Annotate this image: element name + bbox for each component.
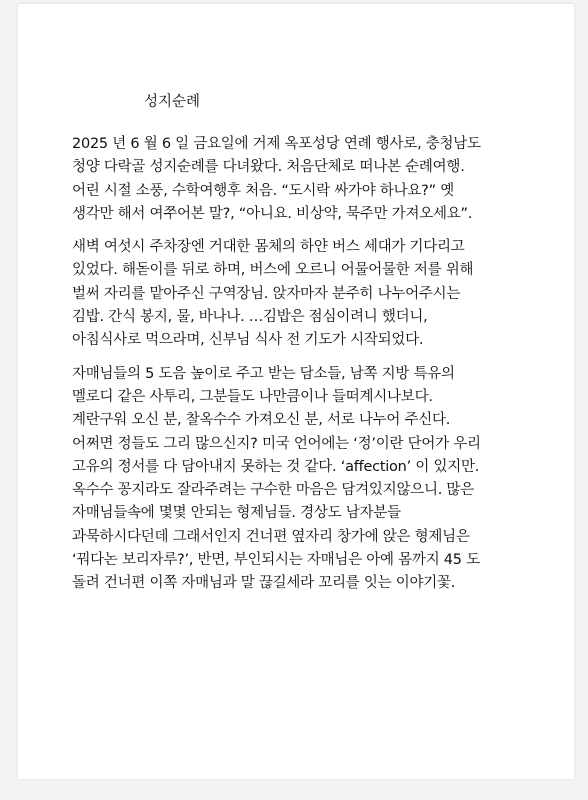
document-content	[72, 92, 552, 606]
text-line: 벌써 자리를 맡아주신 구역장님. 앉자마자 분주히 나누어주시는	[72, 285, 461, 302]
text-line: ‘꿔다논 보리자루?’, 반면, 부인되시는 자매님은 아예 몸까지 45 도	[72, 552, 480, 569]
text-line: 있었다. 해돋이를 뒤로 하며, 버스에 오르니 어물어물한 저를 위해	[72, 262, 474, 279]
text-line: 계란구워 오신 분, 찰옥수수 가져오신 분, 서로 나누어 주신다.	[72, 412, 451, 429]
text-line: 과묵하시다던데 그래서인지 건너편 옆자리 창가에 앉은 형제님은	[72, 528, 470, 545]
paragraph-1	[72, 133, 552, 226]
text-line: 김밥. 간식 봉지, 물, 바나나. …김밥은 점심이려니 했더니,	[72, 309, 428, 326]
text-line: 자매님들의 5 도음 높이로 주고 받는 담소들, 남쪽 지방 특유의	[72, 365, 455, 382]
text-line: 자매님들속에 몇몇 안되는 형제님들. 경상도 남자분들	[72, 505, 401, 522]
text-line: 고유의 정서를 다 담아내지 못하는 것 같다. ‘affection’ 이 있지만.	[72, 458, 480, 475]
text-line: 2025 년 6 월 6 일 금요일에 거제 옥포성당 연례 행사로, 충청남도	[72, 136, 481, 152]
text-line: 멜로디 같은 사투리, 그분들도 나만큼이나 들떠계시나보다.	[72, 388, 433, 405]
document-title: 성지순례	[144, 94, 201, 110]
paragraph-3	[72, 363, 552, 596]
text-line: 돌려 건너편 이쪽 자매님과 말 끊길세라 꼬리를 잇는 이야기꽃.	[72, 575, 456, 592]
document-page	[18, 4, 574, 779]
text-line: 옥수수 꽁지라도 잘라주려는 구수한 마음은 담겨있지않으니. 많은	[72, 482, 474, 499]
text-line: 새벽 여섯시 주차장엔 거대한 몸체의 하얀 버스 세대가 기다리고	[72, 239, 465, 256]
paragraph-2	[72, 236, 552, 352]
text-line: 어쩌면 정들도 그리 많으신지? 미국 언어에는 ‘정’이란 단어가 우리	[72, 435, 481, 452]
text-line: 어린 시절 소풍, 수학여행후 처음. “도시락 싸가야 하나요?” 옛	[72, 182, 454, 199]
text-line: 아침식사로 먹으라며, 신부님 식사 전 기도가 시작되었다.	[72, 332, 424, 349]
text-line: 청양 다락골 성지순례를 다녀왔다. 처음단체로 떠나본 순례여행.	[72, 159, 465, 176]
text-line: 생각만 해서 여쭈어본 말?, “아니요. 비상약, 묵주만 가져오세요”.	[72, 205, 473, 222]
